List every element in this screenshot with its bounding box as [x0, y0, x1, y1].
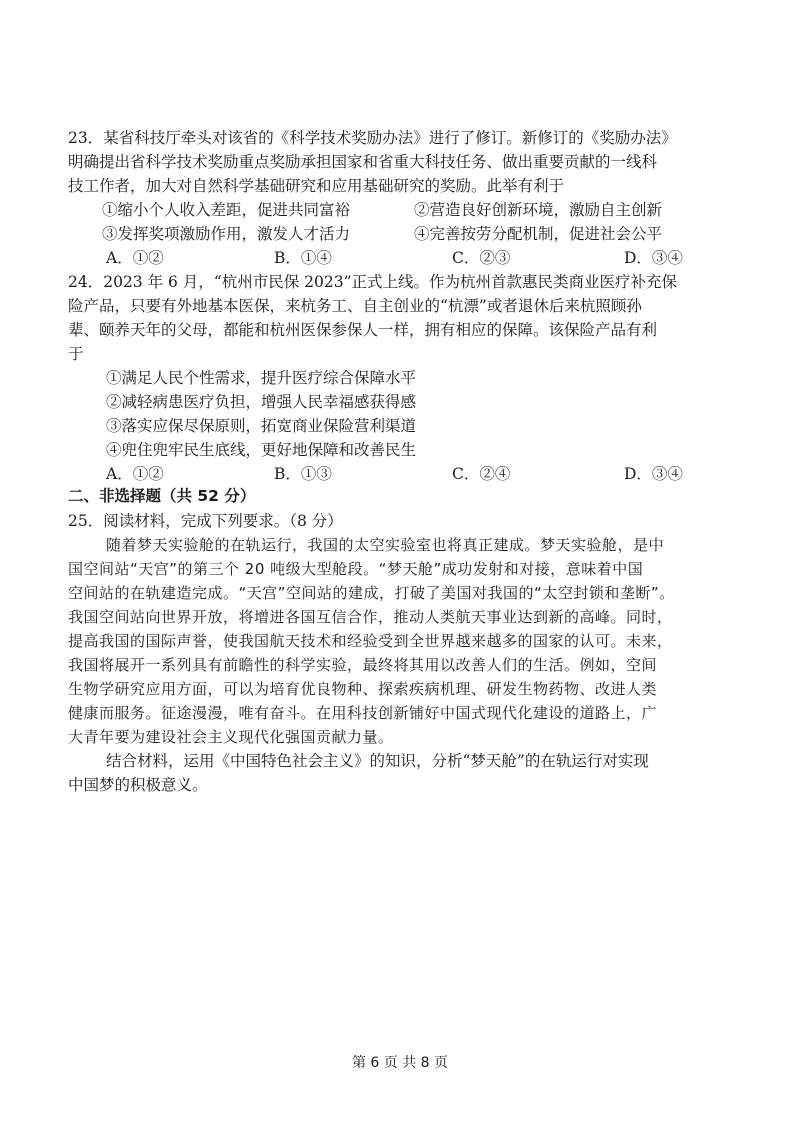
q23-options-row: [68, 222, 732, 246]
q25-material-line: 健康而服务。征途漫漫，唯有奋斗。在用科技创新铺好中国式现代化建设的道路上，广: [68, 704, 658, 722]
q25-task-line: 中国梦的积极意义。: [68, 776, 208, 794]
q23-option-3: ③发挥奖项激励作用，激发人才活力: [102, 225, 351, 243]
q24-choice-b: B．①③: [274, 465, 332, 483]
question-25: [68, 509, 732, 797]
q24-stem-line: 24．2023 年 6 月，“杭州市民保 2023”正式上线。作为杭州首款惠民类商业医疗补充保: [68, 273, 678, 291]
q24-choice-a: A．①②: [106, 465, 164, 483]
q23-option-2: ②营造良好创新环境，激励自主创新: [414, 201, 663, 219]
q25-material-line: 空间站的在轨建造完成。“天宫”空间站的建成，打破了美国对我国的“太空封锁和垄断”。: [68, 584, 675, 602]
q25-intro: 25．阅读材料，完成下列要求。（8 分）: [68, 512, 343, 530]
q23-stem-line: 23．某省科技厅牵头对该省的《科学技术奖励办法》进行了修订。新修订的《奖励办法》: [68, 129, 677, 147]
q24-option-1: ①满足人民个性需求，提升医疗综合保障水平: [106, 369, 417, 387]
q25-material-line: 生物学研究应用方面，可以为培育优良物种、探索疾病机理、研发生物药物、改进人类: [68, 680, 658, 698]
q24-option-3: ③落实应保尽保原则，拓宽商业保险营利渠道: [106, 417, 417, 435]
q24-stem-line: 辈、颐养天年的父母，都能和杭州医保参保人一样，拥有相应的保障。该保险产品有利: [68, 321, 658, 339]
question-23: [68, 126, 732, 270]
q25-material-line: 随着梦天实验舱的在轨运行，我国的太空实验室也将真正建成。梦天实验舱，是中: [106, 536, 665, 554]
q24-option-4: ④兜住兜牢民生底线，更好地保障和改善民生: [106, 441, 417, 459]
q23-choice-a: A．①②: [106, 249, 164, 267]
q23-option-1: ①缩小个人收入差距，促进共同富裕: [102, 201, 351, 219]
q25-material-line: 提高我国的国际声誉，使我国航天技术和经验受到全世界越来越多的国家的认可。未来，: [68, 632, 673, 650]
q23-choice-c: C．②③: [452, 249, 511, 267]
q23-options-row: [68, 198, 732, 222]
q23-stem-line: 明确提出省科学技术奖励重点奖励承担国家和省重大科技任务、做出重要贡献的一线科: [68, 153, 658, 171]
q24-option-2: ②减轻病患医疗负担，增强人民幸福感获得感: [106, 393, 417, 411]
section-2: [68, 484, 732, 508]
q25-task-line: 结合材料，运用《中国特色社会主义》的知识，分析“梦天舱”的在轨运行对实现: [106, 752, 649, 770]
q24-stem-line: 于: [68, 345, 84, 363]
q24-stem-line: 险产品，只要有外地基本医保，来杭务工、自主创业的“杭漂”或者退休后来杭照顾孙: [68, 297, 642, 315]
q23-option-4: ④完善按劳分配机制，促进社会公平: [414, 225, 663, 243]
q23-choices: [68, 246, 732, 270]
q25-material-line: 我国将展开一系列具有前瞻性的科学实验，最终将其用以改善人们的生活。例如，空间: [68, 656, 658, 674]
section-2-title: 二、非选择题（共 52 分）: [68, 487, 256, 505]
q23-choice-b: B．①④: [274, 249, 332, 267]
page-number: 第 6 页 共 8 页: [351, 1055, 449, 1071]
q24-choice-d: D．③④: [624, 465, 683, 483]
q25-material-line: 国空间站“天宫”的第三个 20 吨级大型舱段。“梦天舱”成功发射和对接，意味着中国: [68, 560, 644, 578]
question-24: [68, 270, 732, 486]
q25-material: [68, 533, 732, 749]
q23-choice-d: D．③④: [624, 249, 683, 267]
q25-material-line: 大青年要为建设社会主义现代化强国贡献力量。: [68, 728, 394, 746]
q24-choices: [68, 462, 732, 486]
q23-stem-line: 技工作者，加大对自然科学基础研究和应用基础研究的奖励。此举有利于: [68, 177, 565, 195]
q24-choice-c: C．②④: [452, 465, 511, 483]
q25-material-line: 我国空间站向世界开放，将增进各国互信合作，推动人类航天事业达到新的高峰。同时，: [68, 608, 673, 626]
